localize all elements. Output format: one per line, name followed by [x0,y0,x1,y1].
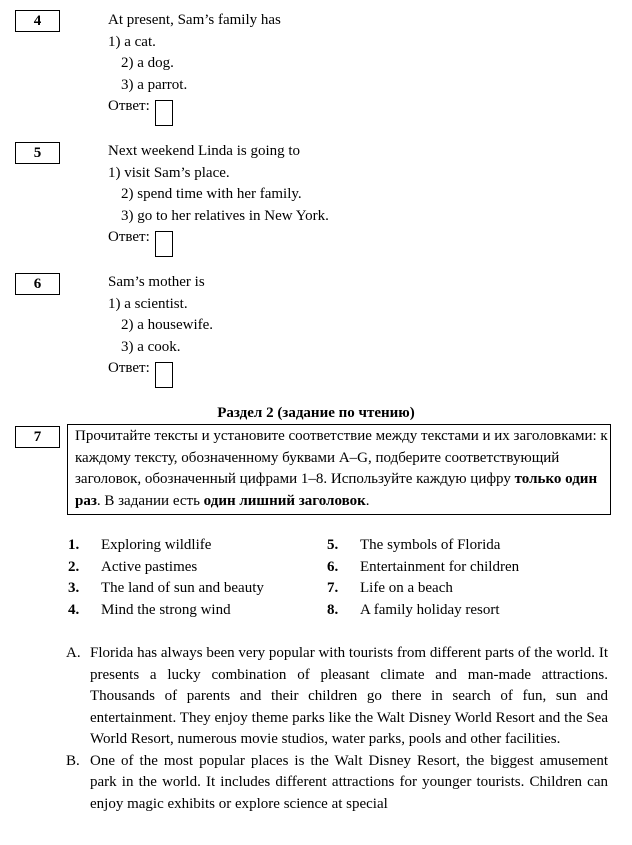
option-2: 2) a dog. [121,55,174,71]
heading-number: 3. [68,580,80,596]
heading-text: Life on a beach [360,580,453,596]
option-1: 1) a scientist. [108,295,188,312]
text-paragraph [63,643,608,751]
instruction-text: . [365,492,370,509]
answer-row [108,96,608,126]
answer-label: Ответ: [108,98,150,114]
question-4 [108,10,608,126]
question-stem: Sam’s mother is [108,274,205,290]
option-3: 3) go to her relatives in New York. [121,207,329,224]
headings-row [68,578,608,600]
heading-text: Exploring wildlife [101,537,212,553]
task-instruction [67,424,611,515]
heading-number: 5. [327,537,339,553]
heading-text: Active pastimes [101,558,198,575]
heading-text: Mind the strong wind [101,601,231,618]
headings-row [68,557,608,579]
option-3: 3) a cook. [121,338,181,355]
option-1: 1) a cat. [108,33,156,50]
heading-item [68,600,327,622]
instruction-emphasis: только один раз [75,471,598,509]
heading-number: 7. [327,580,339,596]
heading-item [68,535,327,557]
option-2: 2) spend time with her family. [121,186,302,202]
text-body: One of the most popular places is the Walt Disney Resort, the biggest amusement park in the world. It includes different attractions for younger tourists. Children can enjoy magic exhibits or explore science at special [90,752,608,812]
question-number-box: 6 [15,273,60,295]
instruction-text: Прочитайте тексты и установите соответствие между текстами и их заголовками: к каждому тексту, обозначенному буквами A–G, подберите соответствующий заголовок, обозначенный цифрами 1–8. Используйте каждую цифру [75,428,608,487]
question-5 [108,141,608,257]
heading-number: 4. [68,601,80,618]
heading-item [68,578,327,600]
answer-input-box[interactable] [155,100,173,126]
option-3: 3) a parrot. [121,76,188,93]
text-body: Florida has always been very popular with tourists from different parts of the world. It presents a lucky combination of pleasant climate and man-made attractions. Thousands of parents and their children go there in search of fun, sun and entertainment. They enjoy theme parks like the Walt Disney World Resort and the Sea World Resort, numerous movie studios, water parks, pools and other facilities. [90,645,608,747]
heading-item [327,578,586,600]
heading-text: Entertainment for children [360,558,520,575]
answer-input-box[interactable] [155,231,173,257]
question-stem: Next weekend Linda is going to [108,143,301,159]
heading-text: A family holiday resort [360,601,500,618]
heading-item [327,557,586,579]
answer-row [108,227,608,257]
instruction-emphasis: один лишний заголовок [203,492,366,509]
answer-label: Ответ: [108,360,150,376]
option-2: 2) a housewife. [121,317,214,333]
section-title: Раздел 2 (задание по чтению) [217,405,415,421]
heading-number: 8. [327,601,339,618]
question-number-box: 7 [15,426,60,448]
headings-list [68,535,608,621]
question-number-box: 5 [15,142,60,164]
heading-text: The land of sun and beauty [101,580,264,596]
question-stem: At present, Sam’s family has [108,12,281,28]
text-letter: A. [66,645,81,661]
text-letter: B. [66,752,80,769]
question-number-box: 4 [15,10,60,32]
answer-label: Ответ: [108,229,150,245]
heading-item [68,557,327,579]
question-6 [108,272,608,388]
answer-input-box[interactable] [155,362,173,388]
heading-item [327,535,586,557]
instruction-text: . В задании есть [96,492,204,509]
headings-row [68,535,608,557]
heading-item [327,600,586,622]
reading-texts [63,643,608,815]
heading-number: 1. [68,537,80,553]
heading-number: 6. [327,558,339,575]
heading-number: 2. [68,558,80,575]
heading-text: The symbols of Florida [360,537,501,553]
option-1: 1) visit Sam’s place. [108,164,230,181]
answer-row [108,358,608,388]
text-paragraph [63,751,608,816]
headings-row [68,600,608,622]
